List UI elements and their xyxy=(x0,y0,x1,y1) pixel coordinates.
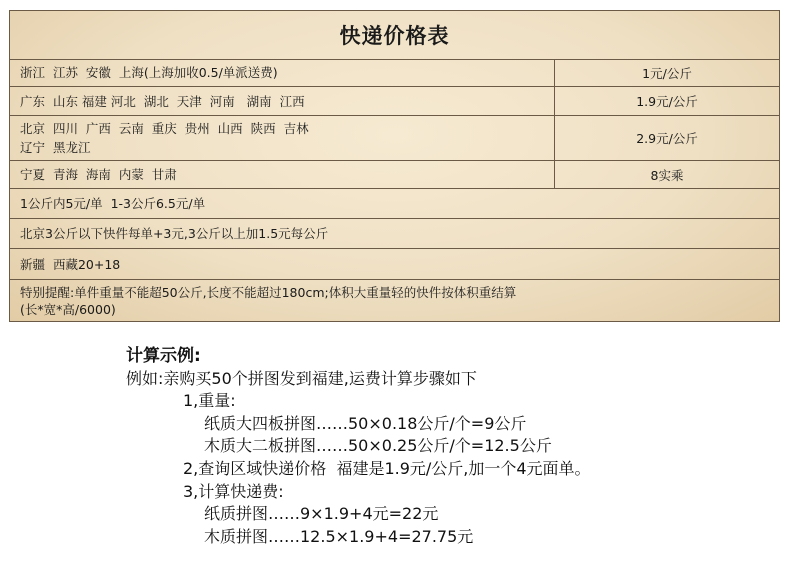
table-row xyxy=(10,87,779,116)
example-title: 计算示例: xyxy=(126,346,201,366)
note-text: 新疆 西藏20+18 xyxy=(20,256,121,272)
step-weight-wood: 木质大二板拼图……50×0.25公斤/个=12.5公斤 xyxy=(204,436,552,456)
step-weight-paper: 纸质大四板拼图……50×0.18公斤/个=9公斤 xyxy=(204,413,527,433)
table-row xyxy=(10,161,779,189)
step-weight: 1,重量: xyxy=(183,391,236,411)
price-table xyxy=(9,10,780,322)
step-fee: 3,计算快递费: xyxy=(183,481,284,501)
step-fee-paper: 纸质拼图……9×1.9+4元=22元 xyxy=(204,504,439,524)
note-text: 1公斤内5元/单 1-3公斤6.5元/单 xyxy=(20,196,206,211)
price-cell: 1元/公斤 xyxy=(642,65,692,81)
table-row xyxy=(10,59,779,87)
note-row xyxy=(10,249,779,280)
region-cell: 北京 四川 广西 云南 重庆 贵州 山西 陕西 吉林 辽宁 黑龙江 xyxy=(10,116,555,160)
special-reminder: 特别提醒:单件重量不能超50公斤,长度不能超过180cm;体积大重量轻的快件按体积重结算 (长*宽*高/6000) xyxy=(20,284,517,317)
note-row xyxy=(10,219,779,249)
region-cell: 广东 山东 福建 河北 湖北 天津 河南 湖南 江西 xyxy=(10,87,555,115)
step-fee-wood: 木质拼图……12.5×1.9+4=27.75元 xyxy=(204,526,474,546)
example-intro: 例如:亲购买50个拼图发到福建,运费计算步骤如下 xyxy=(126,368,477,388)
note-row xyxy=(10,280,779,321)
price-cell: 2.9元/公斤 xyxy=(636,131,698,146)
price-cell: 8实乘 xyxy=(650,167,684,183)
note-row xyxy=(10,189,779,219)
price-cell: 1.9元/公斤 xyxy=(636,94,698,109)
region-cell: 浙江 江苏 安徽 上海(上海加收0.5/单派送费) xyxy=(10,59,555,86)
region-cell: 宁夏 青海 海南 内蒙 甘肃 xyxy=(10,161,555,188)
step-price-lookup: 2,查询区域快递价格 福建是1.9元/公斤,加一个4元面单。 xyxy=(183,458,591,478)
table-title: 快递价格表 xyxy=(10,11,779,60)
table-row xyxy=(10,116,779,161)
note-text: 北京3公斤以下快件每单+3元,3公斤以上加1.5元每公斤 xyxy=(20,226,329,241)
calculation-example xyxy=(126,345,746,548)
